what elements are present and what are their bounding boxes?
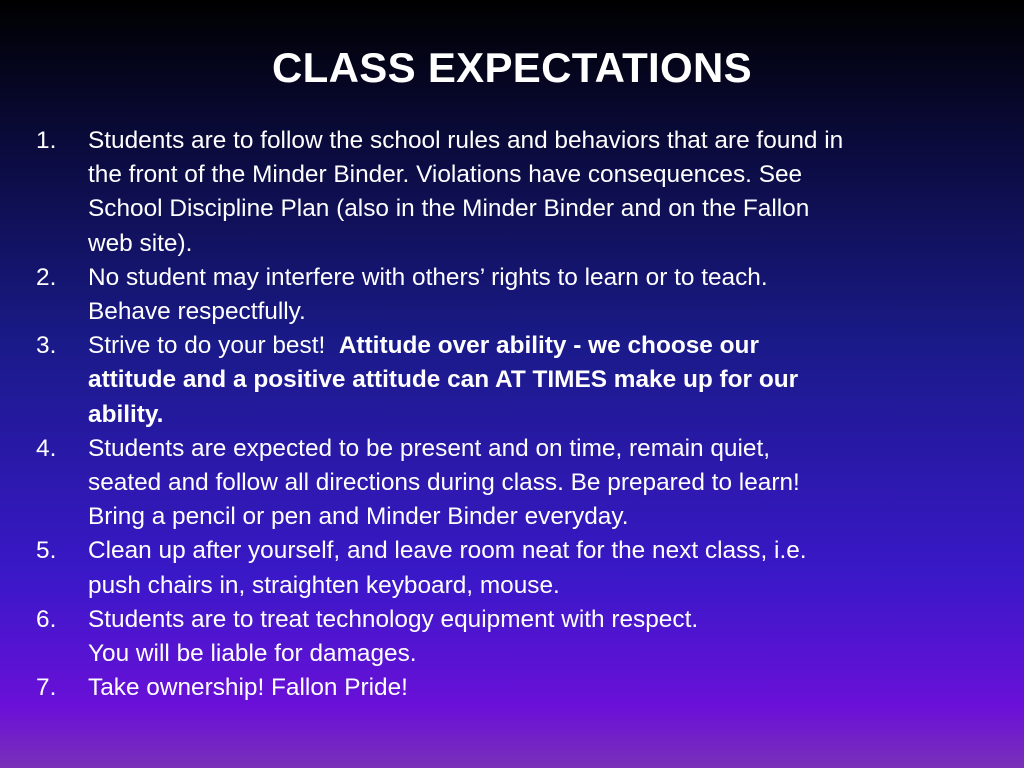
item-text [88,124,986,261]
item-number: 2. [36,263,57,291]
list-item [36,671,986,705]
text-line: No student may interfere with others’ rights to learn or to teach. [88,263,768,291]
slide-title: CLASS EXPECTATIONS [272,44,752,91]
list-item [36,603,986,671]
expectations-list [36,124,986,705]
text-line: the front of the Minder Binder. Violations have consequences. See [88,161,803,189]
text-line: You will be liable for damages. [88,640,417,668]
text-line: Behave respectfully. [88,298,306,326]
item-text [88,329,986,432]
item-text [88,603,986,671]
item-number: 5. [36,537,57,565]
text-line: Take ownership! Fallon Pride! [88,674,408,702]
item-number: 7. [36,674,57,702]
text-line: Students are to follow the school rules and behaviors that are found in [88,127,844,154]
emphasis-line: Attitude over ability - we choose our [338,332,759,360]
list-item [36,432,986,535]
item-text [88,671,986,705]
emphasis-line: attitude and a positive attitude can AT TIMES make up for our [88,366,799,394]
text-line: Students are expected to be present and on time, remain quiet, [88,434,771,462]
item-text [88,534,986,602]
text-line: School Discipline Plan (also in the Minder Binder and on the Fallon [88,195,810,223]
item-number: 6. [36,605,57,633]
text-line: push chairs in, straighten keyboard, mouse. [88,571,560,599]
item-number: 4. [36,434,57,462]
list-item [36,534,986,602]
item-text [88,432,986,535]
text-line: Bring a pencil or pen and Minder Binder everyday. [88,503,629,531]
list-item [36,261,986,329]
text-line: Students are to treat technology equipment with respect. [88,605,699,633]
list-item [36,124,986,261]
list-item [36,329,986,432]
text-lead: Strive to do your best! [88,332,339,360]
text-line: web site). [88,229,193,257]
text-line: seated and follow all directions during class. Be prepared to learn! [88,469,800,497]
item-number: 3. [36,332,57,360]
item-number: 1. [36,127,57,154]
text-line: Clean up after yourself, and leave room neat for the next class, i.e. [88,537,807,565]
emphasis-line: ability. [88,400,164,428]
item-text [88,261,986,329]
